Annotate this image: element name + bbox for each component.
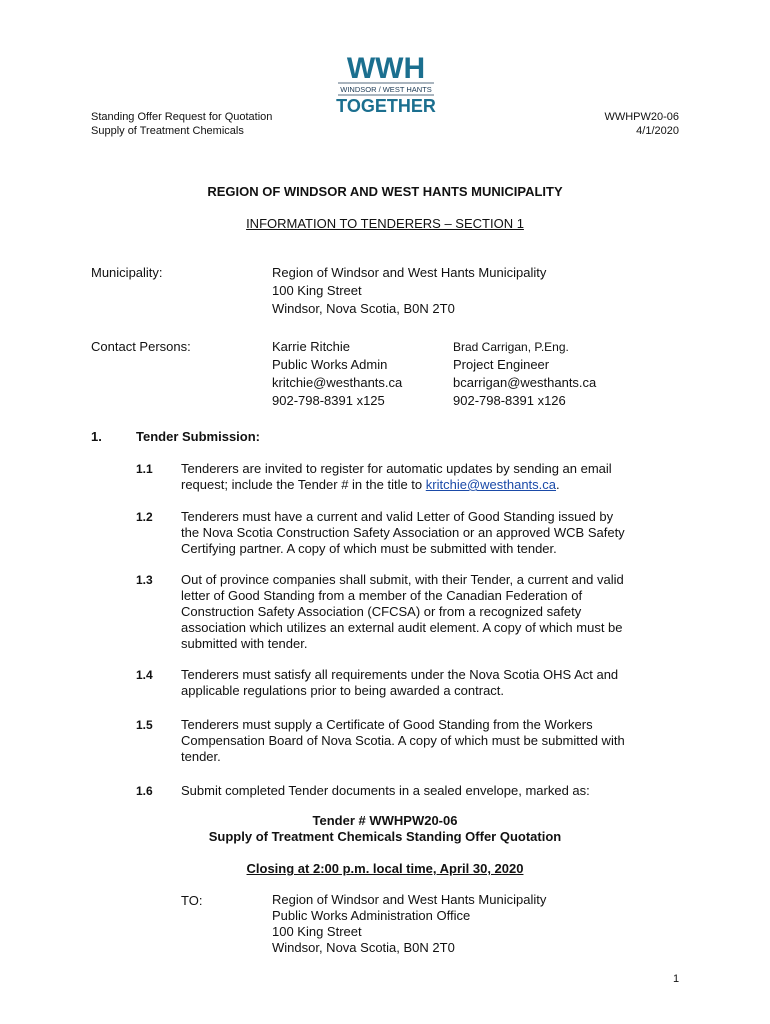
tender-title: Supply of Treatment Chemicals Standing Offer Quotation <box>208 829 562 844</box>
section-subtitle: INFORMATION TO TENDERERS – SECTION 1 <box>246 216 524 231</box>
item-text <box>181 783 681 799</box>
item-number: 1.4 <box>136 668 153 682</box>
section-title: Tender Submission: <box>136 429 260 444</box>
contact-2-email[interactable]: bcarrigan@westhants.ca <box>453 375 597 390</box>
contact-2-name: Brad Carrigan, P.Eng. <box>453 340 569 354</box>
contact-1-email[interactable]: kritchie@westhants.ca <box>272 375 403 390</box>
item-text <box>181 667 681 699</box>
item-text <box>181 509 681 557</box>
item-line: Out of province companies shall submit, with their Tender, a current and valid <box>181 572 624 587</box>
item-text <box>181 572 681 652</box>
item-line: Compensation Board of Nova Scotia. A copy of which must be submitted with <box>181 733 625 748</box>
item-line: the Nova Scotia Construction Safety Association or an approved WCB Safety <box>181 525 625 540</box>
contact-2-phone: 902-798-8391 x126 <box>453 393 566 408</box>
logo-word: TOGETHER <box>336 96 436 116</box>
item-line: Submit completed Tender documents in a sealed envelope, marked as: <box>181 783 590 798</box>
to-line: 100 King Street <box>272 924 362 939</box>
to-line: Windsor, Nova Scotia, B0N 2T0 <box>272 940 455 955</box>
item-line: Tenderers must supply a Certificate of Good Standing from the Workers <box>181 717 593 732</box>
municipality-name: Region of Windsor and West Hants Municipality <box>272 265 547 280</box>
to-label: TO: <box>181 893 203 908</box>
item-text <box>181 461 681 493</box>
item-line: Certifying partner. A copy of which must be submitted with tender. <box>181 541 557 556</box>
item-line-suffix: . <box>556 477 560 492</box>
contact-2-role: Project Engineer <box>453 357 550 372</box>
header-left <box>91 110 272 138</box>
municipality-city: Windsor, Nova Scotia, B0N 2T0 <box>272 301 455 316</box>
contacts-label: Contact Persons: <box>91 339 191 354</box>
to-address <box>272 892 546 956</box>
closing-time: Closing at 2:00 p.m. local time, April 30, 2020 <box>246 861 524 876</box>
item-line: Tenderers must have a current and valid Letter of Good Standing issued by <box>181 509 614 524</box>
section-number: 1. <box>91 429 102 444</box>
item-line: applicable regulations prior to being awarded a contract. <box>181 683 505 698</box>
item-number: 1.5 <box>136 718 153 732</box>
wwh-together-logo <box>330 50 442 118</box>
header-doc-subject: Supply of Treatment Chemicals <box>91 125 244 137</box>
page-number: 1 <box>673 973 680 985</box>
contact-person-1 <box>272 338 402 410</box>
item-number: 1.6 <box>136 784 153 798</box>
item-line-text: request; include the Tender # in the title to <box>181 477 426 492</box>
header-doc-date: 4/1/2020 <box>636 125 679 137</box>
contact-1-phone: 902-798-8391 x125 <box>272 393 385 408</box>
to-line: Public Works Administration Office <box>272 908 471 923</box>
contact-person-2 <box>453 338 596 410</box>
item-line: letter of Good Standing from a member of the Canadian Federation of <box>181 588 583 603</box>
email-link[interactable]: kritchie@westhants.ca <box>425 477 557 492</box>
item-number: 1.2 <box>136 510 153 524</box>
page-title: REGION OF WINDSOR AND WEST HANTS MUNICIPALITY <box>207 184 563 199</box>
municipality-street: 100 King Street <box>272 283 362 298</box>
to-line: Region of Windsor and West Hants Municipality <box>272 892 547 907</box>
contact-1-name: Karrie Ritchie <box>272 339 351 354</box>
item-line <box>181 477 681 493</box>
header-right <box>604 110 679 138</box>
item-number: 1.3 <box>136 573 153 587</box>
contact-1-role: Public Works Admin <box>272 357 388 372</box>
header-doc-type: Standing Offer Request for Quotation <box>91 111 273 123</box>
item-line: tender. <box>181 749 221 764</box>
item-text <box>181 717 681 765</box>
item-line: Tenderers must satisfy all requirements under the Nova Scotia OHS Act and <box>181 667 619 682</box>
header-doc-number: WWHPW20-06 <box>604 111 679 123</box>
logo-subtitle: WINDSOR / WEST HANTS <box>340 85 432 94</box>
municipality-label: Municipality: <box>91 265 163 280</box>
item-line: Tenderers are invited to register for automatic updates by sending an email <box>181 461 612 476</box>
item-line: submitted with tender. <box>181 636 308 651</box>
tender-number: Tender # WWHPW20-06 <box>312 813 458 828</box>
item-line: Construction Safety Association (CFCSA) or from a recognized safety <box>181 604 582 619</box>
item-line: association which utilizes an external audit element. A copy of which must be <box>181 620 623 635</box>
municipality-address <box>272 264 546 318</box>
logo-mark: WWH <box>346 52 426 85</box>
item-number: 1.1 <box>136 462 153 476</box>
